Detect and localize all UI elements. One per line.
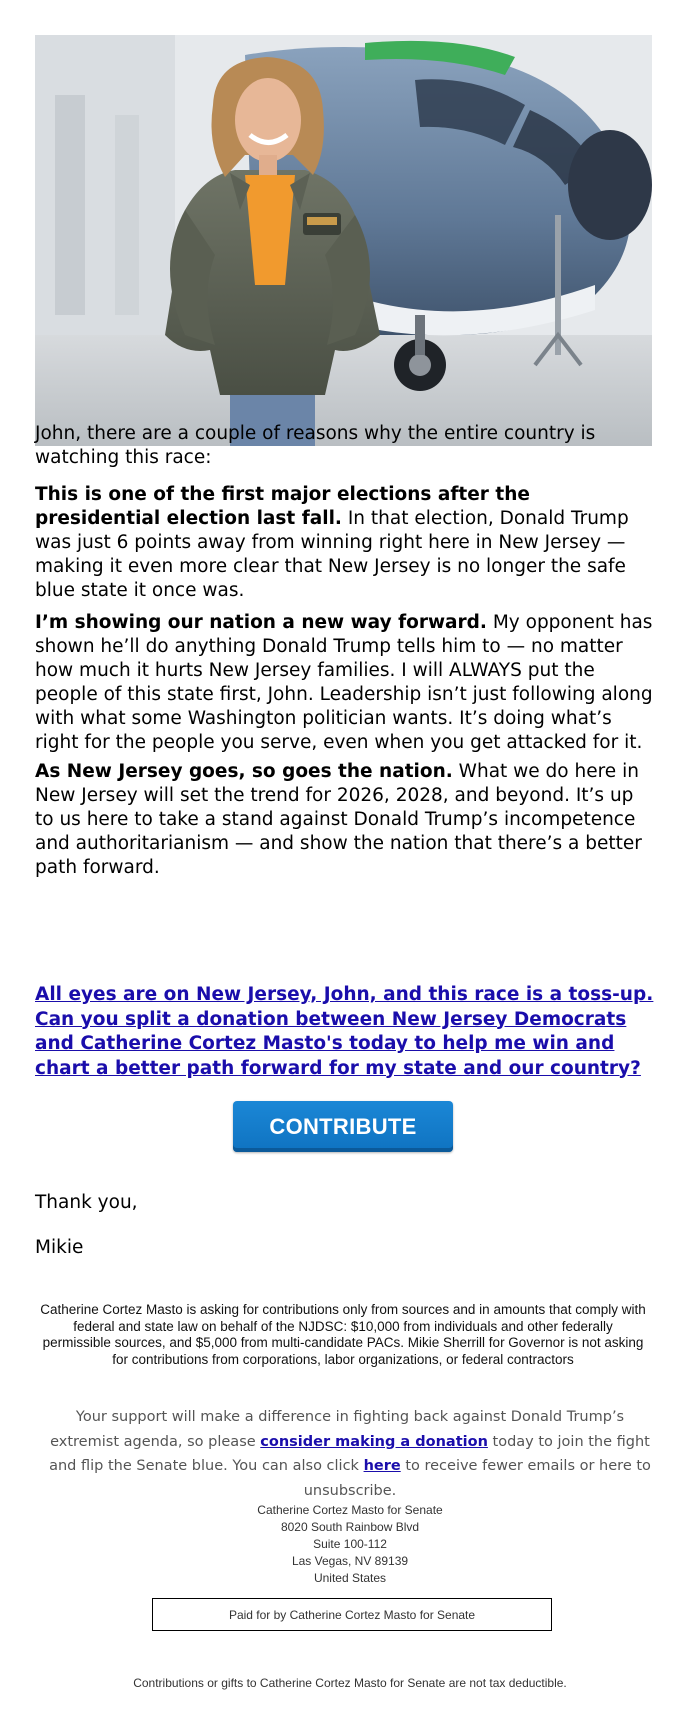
address-city: Las Vegas, NV 89139: [291, 1554, 409, 1568]
paragraph-2: [35, 611, 655, 755]
paragraph-2-text: My opponent has shown he’ll do anything Donald Trump tells him to — no matter how much it hurts New Jersey families. I will ALWAYS put the people of this state first, John. Leadership isn’t just following along with what some Washington politician wants. It’s doing what’s right for the people you serve, even when you get attacked for it.: [35, 612, 653, 753]
donation-appeal: [35, 983, 660, 1081]
donate-link[interactable]: consider making a donation: [260, 1433, 488, 1450]
paragraph-3-bold: As New Jersey goes, so goes the nation.: [35, 761, 453, 782]
hero-image: [35, 35, 652, 446]
donation-appeal-link[interactable]: All eyes are on New Jersey, John, and this race is a toss-up. Can you split a donation between New Jersey Democrats and Catherine Cortez Masto's today to help me win and chart a better path forward for my state and our country?: [35, 984, 654, 1079]
signature-name: Mikie: [35, 1237, 84, 1258]
support-text-2: today to join the fight and flip the Senate blue. You can also click: [49, 1433, 650, 1474]
paragraph-3: [35, 760, 655, 880]
support-footer: [40, 1405, 660, 1503]
address-country: United States: [313, 1571, 387, 1585]
paid-for-text: Paid for by Catherine Cortez Masto for Senate: [228, 1607, 476, 1622]
hero-illustration: [35, 35, 652, 446]
paid-for-box: [152, 1598, 552, 1631]
intro-paragraph: [35, 422, 655, 470]
paragraph-2-bold: I’m showing our nation a new way forward.: [35, 612, 487, 633]
paragraph-1-text: In that election, Donald Trump was just 6 points away from winning right here in New Jersey — making it even more clear that New Jersey is no longer the safe blue state it once was.: [35, 508, 629, 601]
tax-deductible-note: Contributions or gifts to Catherine Cortez Masto for Senate are not tax deductible.: [133, 1676, 567, 1690]
support-text-3: to receive fewer emails or here to unsubscribe.: [303, 1458, 651, 1499]
intro-text: John, there are a couple of reasons why the entire country is watching this race:: [35, 423, 596, 468]
address-suite: Suite 100-112: [313, 1537, 387, 1551]
fewer-emails-link[interactable]: here: [363, 1458, 401, 1474]
paragraph-1-bold: This is one of the first major elections after the presidential election last fall.: [35, 484, 530, 529]
thanks-text: Thank you,: [35, 1192, 138, 1213]
support-text-1: Your support will make a difference in fighting back against Donald Trump’s extremist agenda, so please: [50, 1409, 625, 1450]
address-org: Catherine Cortez Masto for Senate: [257, 1503, 443, 1517]
legal-disclaimer: Catherine Cortez Masto is asking for contributions only from sources and in amounts that comply with federal and state law on behalf of the NJDSC: $10,000 from individuals and other federally permissible sources, and $5,000 from multi-candidate PACs. Mikie Sherrill for Governor is not asking for contributions from corporations, labor organizations, or federal contractors: [40, 1302, 646, 1367]
address-street: 8020 South Rainbow Blvd: [280, 1520, 420, 1534]
mailing-address: [200, 1502, 500, 1587]
paragraph-1: [35, 483, 655, 603]
paragraph-3-text: What we do here in New Jersey will set the trend for 2026, 2028, and beyond. It’s up to us here to take a stand against Donald Trump’s incompetence and authoritarianism — and show the nation that there’s a better path forward.: [35, 761, 642, 878]
contribute-button[interactable]: CONTRIBUTE: [233, 1101, 453, 1152]
